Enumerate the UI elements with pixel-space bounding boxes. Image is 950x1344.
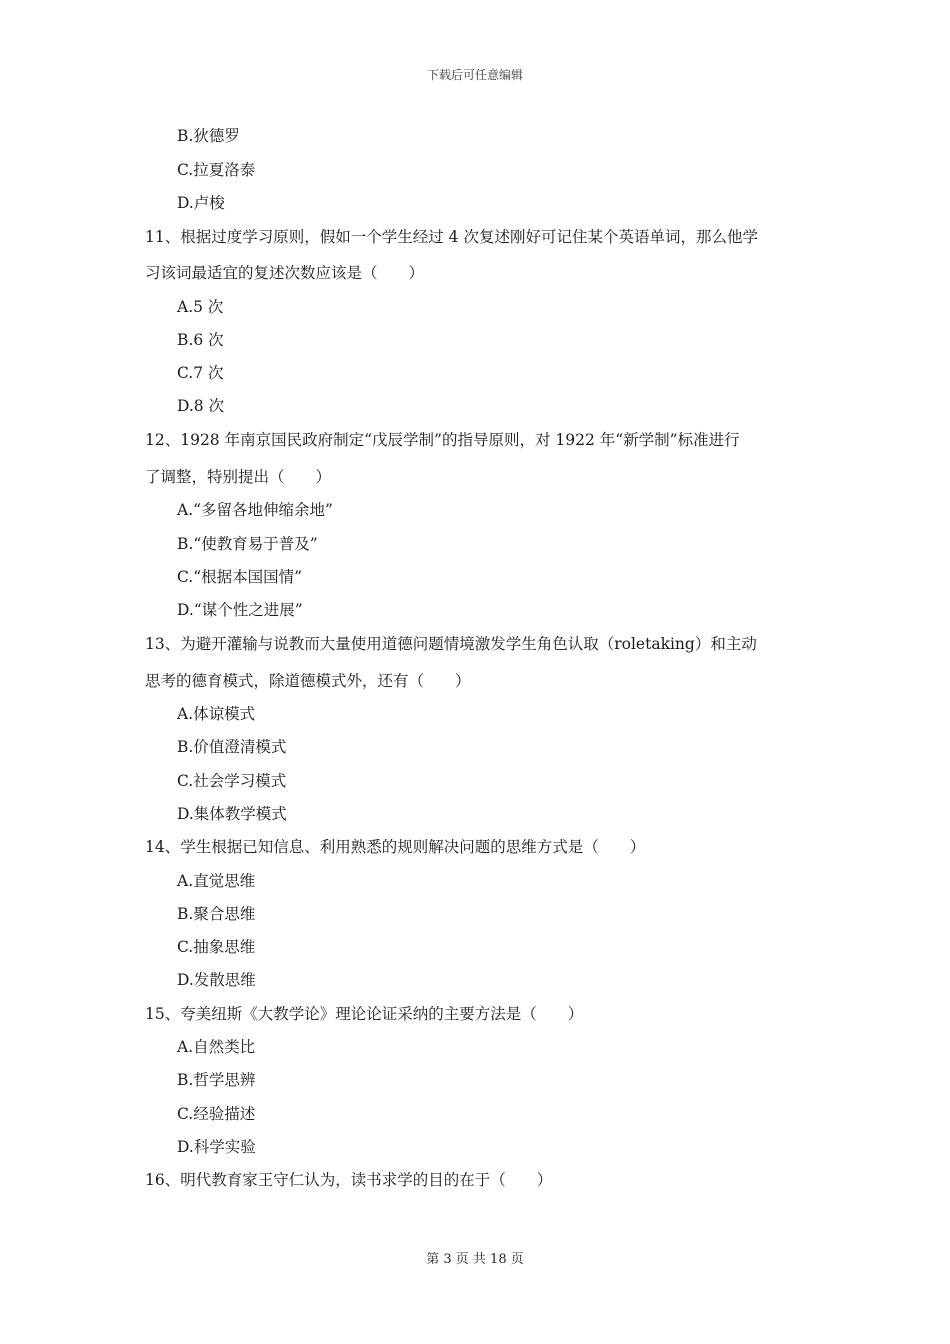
option-item: B.聚合思维 (177, 905, 256, 923)
option-item: D.发散思维 (177, 971, 256, 989)
question-text: 了调整，特别提出（ ） (145, 468, 332, 486)
option-item: A.直觉思维 (177, 872, 256, 890)
option-item: A.体谅模式 (177, 705, 256, 723)
option-item: D.卢梭 (177, 194, 225, 212)
option-item: C.拉夏洛泰 (177, 161, 256, 179)
question-text: 16、明代教育家王守仁认为，读书求学的目的在于（ ） (145, 1171, 553, 1189)
option-item: A.“多留各地伸缩余地” (177, 501, 333, 519)
option-item: A.自然类比 (177, 1038, 256, 1056)
question-text: 14、学生根据已知信息、利用熟悉的规则解决问题的思维方式是（ ） (145, 838, 646, 856)
option-item: C.社会学习模式 (177, 772, 287, 790)
option-item: D.科学实验 (177, 1138, 256, 1156)
question-text: 12、1928 年南京国民政府制定“戊辰学制”的指导原则，对 1922 年“新学制”标准进行 (145, 431, 740, 449)
option-item: B.“使教育易于普及” (177, 535, 318, 553)
option-item: B.价值澄清模式 (177, 738, 287, 756)
page-footer: 第 3 页 共 18 页 (426, 1252, 524, 1267)
option-item: A.5 次 (177, 298, 224, 316)
option-item: B.哲学思辨 (177, 1071, 256, 1089)
option-item: D.8 次 (177, 397, 225, 415)
question-text: 习该词最适宜的复述次数应该是（ ） (145, 264, 425, 282)
option-item: B.狄德罗 (177, 127, 240, 145)
option-item: D.集体教学模式 (177, 805, 287, 823)
question-text: 11、根据过度学习原则，假如一个学生经过 4 次复述刚好可记住某个英语单词，那么他学 (145, 228, 758, 246)
question-text: 思考的德育模式，除道德模式外，还有（ ） (145, 672, 471, 690)
option-item: C.“根据本国国情” (177, 568, 303, 586)
option-item: B.6 次 (177, 331, 224, 349)
option-item: D.“谋个性之进展” (177, 601, 303, 619)
option-item: C.7 次 (177, 364, 224, 382)
question-text: 15、夸美纽斯《大教学论》理论论证采纳的主要方法是（ ） (145, 1005, 584, 1023)
page-header: 下载后可任意编辑 (426, 68, 523, 82)
option-item: C.经验描述 (177, 1105, 256, 1123)
question-text: 13、为避开灌输与说教而大量使用道德问题情境激发学生角色认取（roletaking）和主动 (145, 635, 757, 653)
option-item: C.抽象思维 (177, 938, 256, 956)
